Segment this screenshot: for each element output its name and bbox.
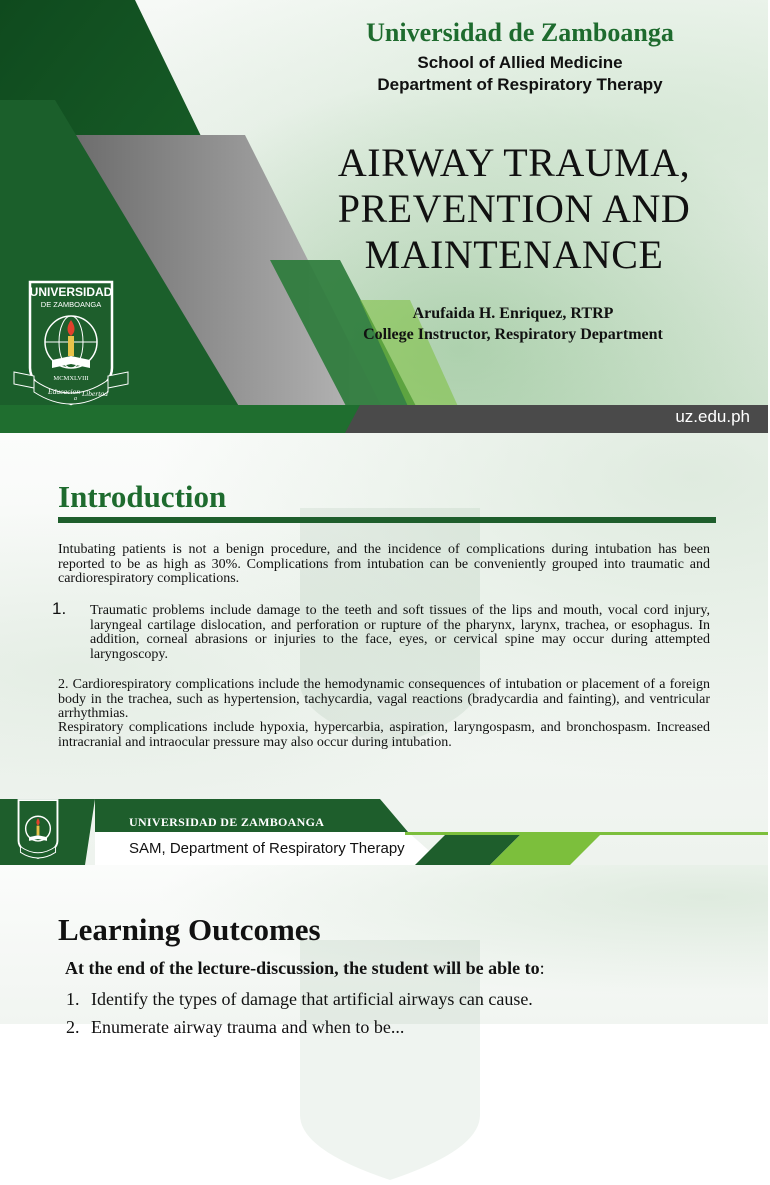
- university-name: Universidad de Zamboanga: [366, 18, 674, 47]
- seal-sub-text: DE ZAMBOANGA: [40, 300, 102, 309]
- school-name: School of Allied Medicine: [417, 53, 623, 72]
- lead-text: At the end of the lecture-discussion, the student will be able to: [65, 958, 540, 978]
- list-number-1: 1.: [52, 599, 67, 618]
- lead-colon: :: [539, 958, 545, 978]
- seal-motto-mid: a: [74, 396, 77, 402]
- footer-department-name: SAM, Department of Respiratory Therapy: [129, 840, 405, 857]
- outcome-text: Identify the types of damage that artificial airways can cause.: [91, 989, 533, 1009]
- respiratory-complications-paragraph: Respiratory complications include hypoxia, hypercarbia, aspiration, laryngospasm, and bronchospasm. Increased intracranial and intraocular pressure may also occur during intubation.: [58, 720, 710, 750]
- department-name: Department of Respiratory Therapy: [377, 75, 663, 94]
- outcome-number: 1.: [66, 989, 80, 1009]
- outcomes-lead-text: [65, 958, 545, 979]
- title-slide: [0, 0, 768, 433]
- title-line-3: MAINTENANCE: [364, 232, 664, 277]
- outcome-item: [66, 1017, 404, 1038]
- university-seal: [12, 280, 130, 410]
- outcome-item: [66, 989, 533, 1010]
- outcome-number: 2.: [66, 1017, 80, 1037]
- traumatic-problems-paragraph: Traumatic problems include damage to the teeth and soft tissues of the lips and mouth, vocal cord injury, laryngeal cartilage dislocation, and perforation or rupture of the pharynx, larynx, trachea, or esophagus. In addition, corneal abrasions or injuries to the face, eyes, or cervical spine may occur during attempted laryngoscopy.: [90, 603, 710, 662]
- heading-divider: [58, 517, 716, 523]
- section-heading: Learning Outcomes: [58, 912, 321, 947]
- intro-paragraph: Intubating patients is not a benign procedure, and the incidence of complications during intubation has been reported to be as high as 30%. Complications from intubation can be conveniently grouped into traumatic and cardiorespiratory complications.: [58, 542, 710, 586]
- footer-university-seal: [10, 799, 66, 861]
- seal-motto-left: Educacion: [48, 387, 81, 396]
- website-url: uz.edu.ph: [675, 407, 750, 426]
- seal-torch-icon: [68, 336, 74, 356]
- presentation-title: [300, 140, 728, 278]
- title-line-1: AIRWAY TRAUMA,: [337, 140, 691, 185]
- author-name: Arufaida H. Enriquez, RTRP: [412, 305, 614, 322]
- title-line-2: PREVENTION AND: [337, 186, 691, 231]
- introduction-slide: [0, 433, 768, 865]
- cardiorespiratory-paragraph: 2. Cardiorespiratory complications include the hemodynamic consequences of intubation or placement of a foreign body in the trachea, such as hypertension, tachycardia, vagal reactions (bradycardia and fainting), and ventricular arrhythmias.: [58, 677, 710, 721]
- seal-year: MCMXLVIII: [53, 375, 89, 382]
- seal-motto-right: Libertad: [82, 389, 108, 398]
- section-heading: Introduction: [58, 479, 227, 514]
- seal-top-text: UNIVERSIDAD: [29, 285, 113, 299]
- outcome-text: Enumerate airway trauma and when to be...: [91, 1017, 405, 1037]
- learning-outcomes-slide: [0, 865, 768, 1037]
- author-role: College Instructor, Respiratory Department: [363, 326, 663, 343]
- footer-university-name: UNIVERSIDAD DE ZAMBOANGA: [129, 815, 325, 829]
